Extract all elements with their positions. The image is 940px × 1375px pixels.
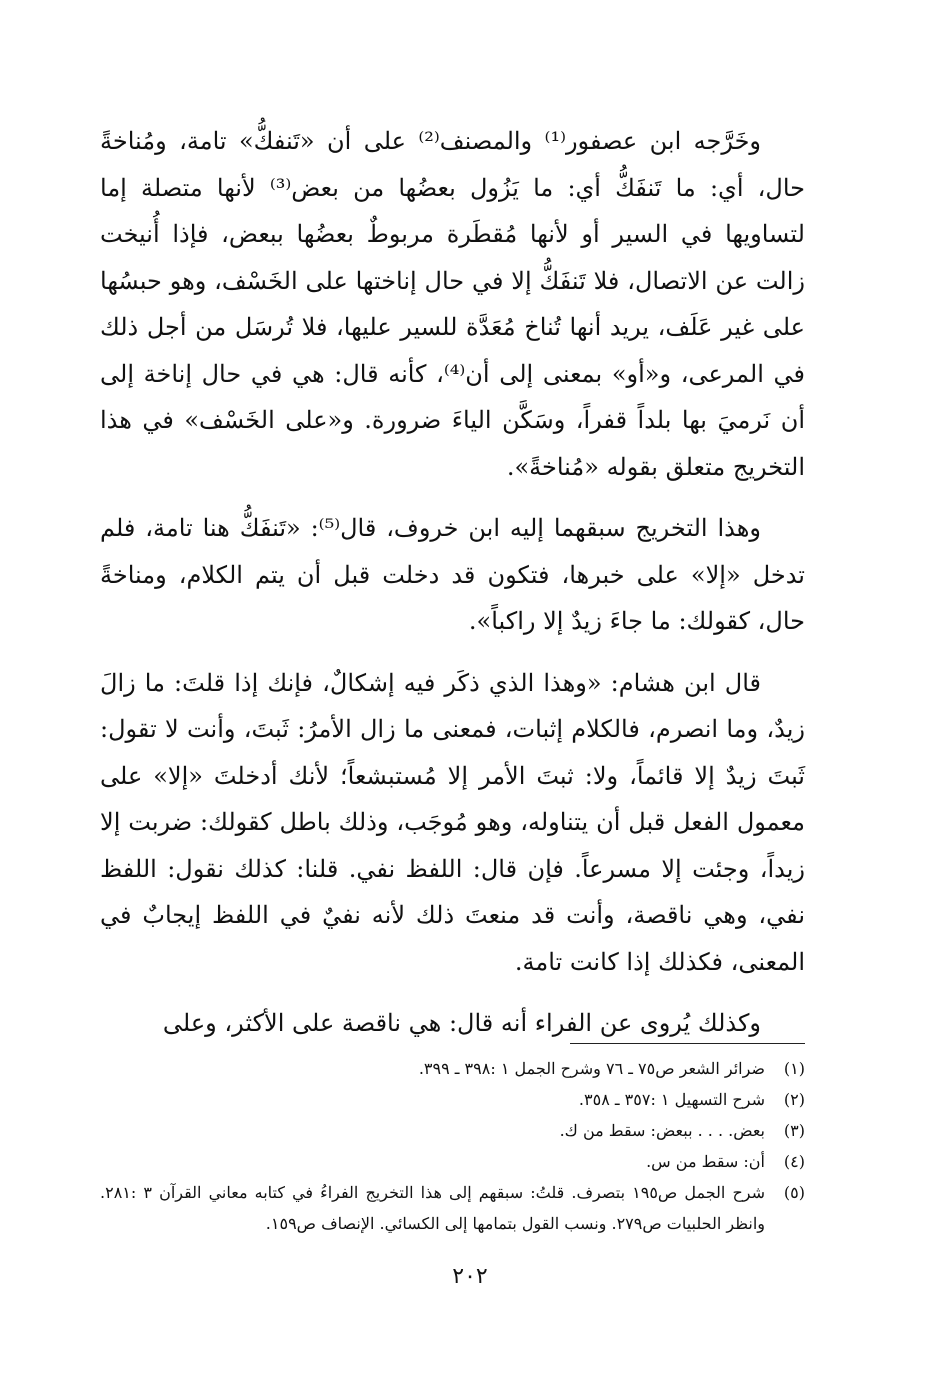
footnote-number: (٤)	[783, 1152, 805, 1171]
page-number: ٢٠٢	[452, 1264, 488, 1289]
footnote-2	[100, 1084, 805, 1115]
footnote-4	[100, 1146, 805, 1177]
footnote-text: أن: سقط من س.	[646, 1152, 765, 1171]
footnote-1	[100, 1053, 805, 1084]
footnote-3	[100, 1115, 805, 1146]
footnote-5	[100, 1177, 805, 1239]
footnote-number: (٣)	[783, 1121, 805, 1140]
footnote-text: ضرائر الشعر ص٧٥ ـ ٧٦ وشرح الجمل ١ :٣٩٨ ـ ٣٩٩.	[418, 1059, 765, 1078]
footnote-text: شرح التسهيل ١ :٣٥٧ ـ ٣٥٨.	[578, 1090, 765, 1109]
footnote-divider	[570, 1043, 805, 1044]
footnote-text: بعض. . . . ببعض: سقط من ك.	[559, 1121, 765, 1140]
main-text	[100, 118, 805, 1062]
paragraph-2: وهذا التخريج سبقهما إليه ابن خروف، قال⁽⁵⁾: «تَنفَكُّ هنا تامة، فلم تدخل «إلا» على خبرها، فتكون قد دخلت قبل أن يتم الكلام، ومناخةً حال، كقولك: ما جاءَ زيدٌ إلا راكباً».	[100, 514, 805, 635]
footnote-number: (٢)	[783, 1090, 805, 1109]
footnote-number: (١)	[783, 1059, 805, 1078]
paragraph-4: وكذلك يُروى عن الفراء أنه قال: هي ناقصة على الأكثر، وعلى	[162, 1009, 761, 1037]
paragraph-3: قال ابن هشام: «وهذا الذي ذكَر فيه إشكالٌ، فإنك إذا قلتَ: ما زالَ زيدٌ، وما انصرم، فالكلام إثبات، فمعنى ما زال الأمرُ: ثَبتَ، وأنت لا تقول: ثَبتَ زيدٌ إلا قائماً، ولا: ثبتَ الأمر إلا مُستبشعاً؛ لأنك أدخلتَ «إلا» على معمول الفعل قبل أن يتناوله، وهو مُوجَب، وذلك باطل كقولك: ضربت إلا زيداً، وجئت إلا مسرعاً. فإن قال: اللفظ نفي. قلنا: كذلك نقول: اللفظ نفي، وهي ناقصة، وأنت قد منعتَ ذلك لأنه نفيٌ في اللفظ إيجابٌ في المعنى، فكذلك إذا كانت تامة.	[100, 668, 805, 976]
footnotes	[100, 1053, 805, 1239]
footnote-text: شرح الجمل ص١٩٥ بتصرف. قلتُ: سبقهم إلى هذا التخريج الفراءُ في كتابه معاني القرآن ٣ :٢٨١. وانظر الحلبيات ص٢٧٩. ونسب القول بتمامها إلى الكسائي. الإنصاف ص١٥٩.	[100, 1183, 766, 1233]
footnote-number: (٥)	[783, 1183, 805, 1202]
paragraph-1: وخَرَّجه ابن عصفور⁽¹⁾ والمصنف⁽²⁾ على أن «تَنفكُّ» تامة، ومُناخةً حال، أي: ما تَنفَكُّ أي: ما يَزُول بعضُها من بعض⁽³⁾ لأنها متصلة إما لتساويها في السير أو لأنها مُقطَرة مربوطٌ بعضُها ببعض، فإذا أُنيخت زالت عن الاتصال، فلا تَنفَكُّ إلا في حال إناختها على الخَسْف، وهو حبسُها على غير عَلَف، يريد أنها تُناخ مُعَدَّة للسير عليها، فلا تُرسَل من أجل ذلك في المرعى، و«أو» بمعنى إلى أن⁽⁴⁾، كأنه قال: هي في حال إناخة إلى أن نَرميَ بها بلداً قفراً، وسَكَّن الياءَ ضرورة. و«على الخَسْف» في هذا التخريج متعلق بقوله «مُناخةً».	[100, 127, 805, 481]
